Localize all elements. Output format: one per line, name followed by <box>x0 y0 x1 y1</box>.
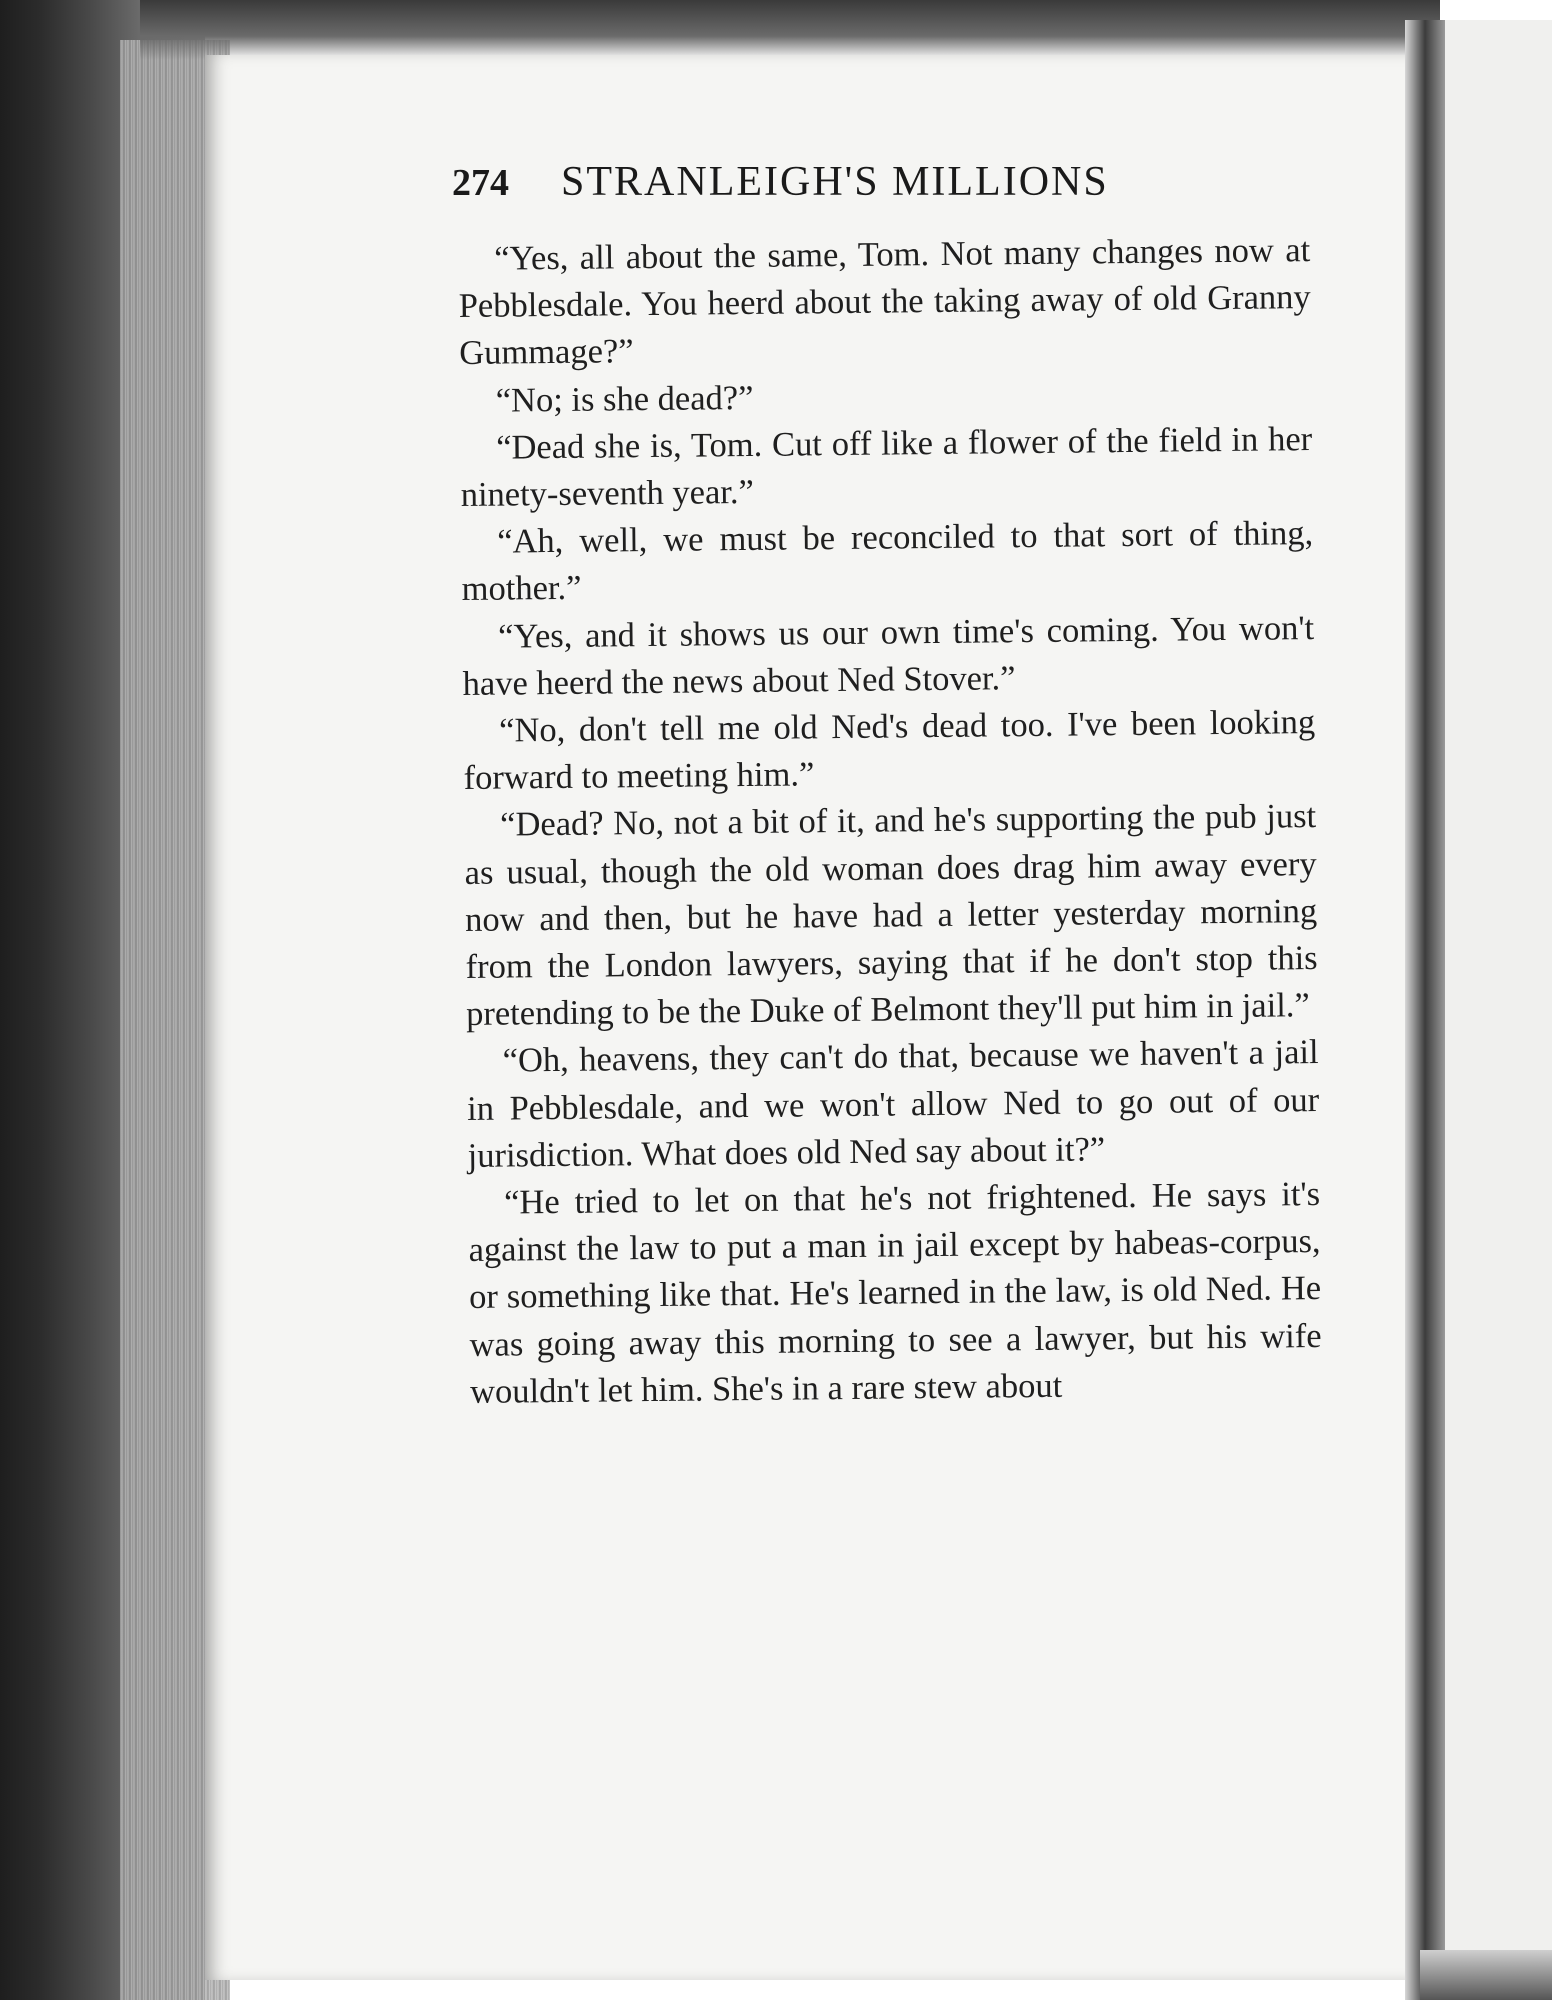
top-shadow <box>140 0 1440 60</box>
paragraph: “Ah, well, we must be reconciled to that sort of thing, mother.” <box>461 514 1314 609</box>
paragraph: “Dead she is, Tom. Cut off like a flower of the field in her ninety-seventh year.” <box>460 419 1313 515</box>
book-title: STRANLEIGH'S MILLIONS <box>561 159 1109 205</box>
paragraph: “Oh, heavens, they can't do that, because we haven't a jail in Pebblesdale, and we won't allow Ned to go out of our jurisdiction. What does old Ned say about it?” <box>466 1033 1320 1175</box>
facing-page <box>1445 20 1552 2000</box>
body-text <box>458 227 1322 1416</box>
book-gutter <box>1405 20 1445 2000</box>
paragraph: “No, don't tell me old Ned's dead too. I've been looking forward to meeting him.” <box>463 703 1316 798</box>
running-head <box>452 158 1292 206</box>
paragraph: “No; is she dead?” <box>495 378 754 420</box>
paragraph: “Dead? No, not a bit of it, and he's supporting the pub just as usual, though the old woman does drag him away every now and then, but he have had a letter yesterday morning from the London lawyers, saying that if he don't stop this pretending to be the Duke of Belmont they'll put him in jail.” <box>464 797 1318 1034</box>
facing-page-shadow <box>1420 1950 1552 2000</box>
paragraph: “He tried to let on that he's not frightened. He says it's against the law to put a man in jail except by habeas-corpus, or something like that. He's learned in the law, is old Ned. He was going away this morning to see a lawyer, but his wife wouldn't let him. She's in a rare stew about <box>468 1175 1322 1411</box>
paragraph: “Yes, and it shows us our own time's coming. You won't have heerd the news about Ned Stover.” <box>462 608 1315 703</box>
page-number: 274 <box>452 162 509 204</box>
paragraph: “Yes, all about the same, Tom. Not many changes now at Pebblesdale. You heerd about the taking away of old Granny Gummage?” <box>458 231 1311 373</box>
